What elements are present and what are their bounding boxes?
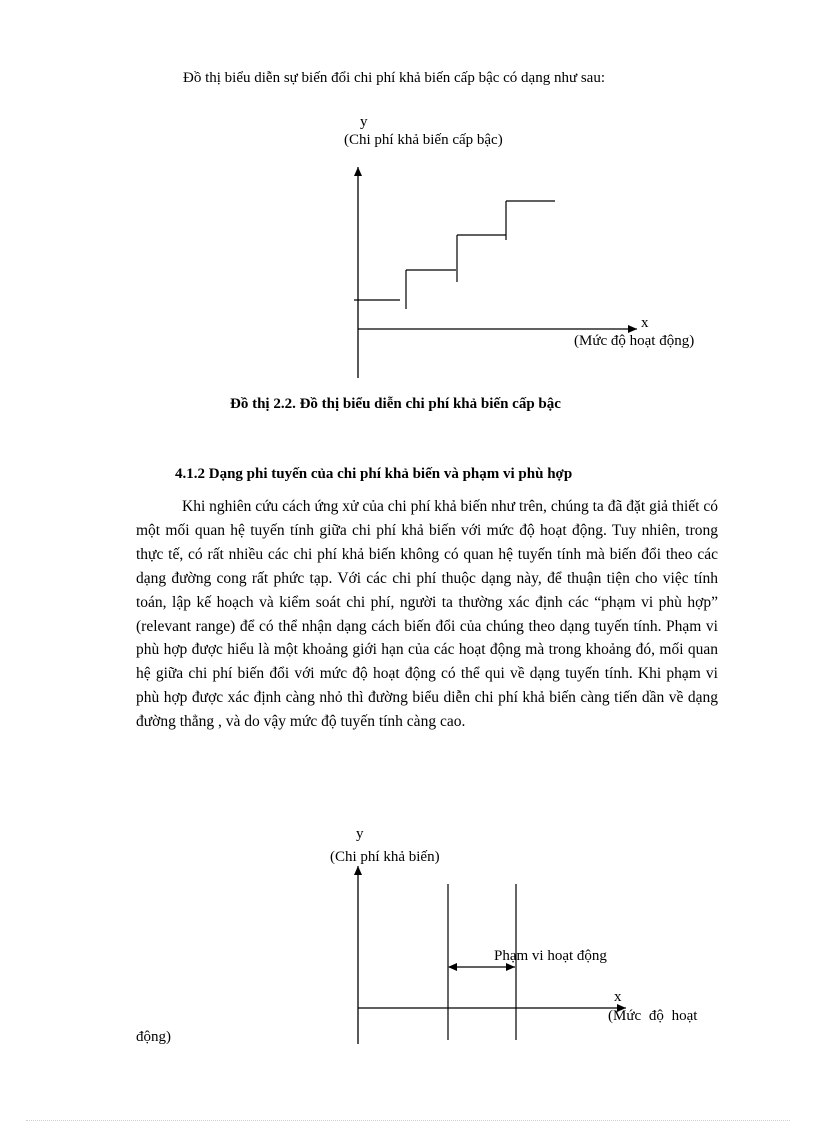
step-cost-graph [330,112,730,384]
body-paragraph: Khi nghiên cứu cách ứng xử của chi phí khả biến như trên, chúng ta đã đặt giả thiết có một mối quan hệ tuyến tính giữa chi phí khả biến với mức độ hoạt động. Tuy nhiên, trong thực tế, có rất nhiều các chi phí khả biến không có quan hệ tuyến tính mà biến đổi theo các dạng đường cong rất phức tạp. Với các chi phí thuộc dạng này, để thuận tiện cho việc tính toán, lập kế hoạch và kiểm soát chi phí, người ta thường xác định các “phạm vi phù hợp” (relevant range) để có thể nhận dạng cách biến đổi của chúng theo dạng tuyến tính. Phạm vi phù hợp được hiểu là một khoảng giới hạn của các hoạt động mà trong khoảng đó, mối quan hệ giữa chi phí biến đổi với mức độ hoạt động có thể qui về dạng tuyến tính. Khi phạm vi phù hợp được xác định càng nhỏ thì đường biểu diễn chi phí khả biến càng tiến dần về dạng đường thẳng , và do vậy mức độ tuyến tính càng cao. [136,498,718,731]
fig2-x-caption-line2: động) [136,1029,171,1045]
fig1-y-caption: (Chi phí khả biến cấp bậc) [344,132,503,148]
fig2-x-label: x [614,989,622,1005]
fig1-y-label: y [360,114,368,130]
fig2-y-label: y [356,826,364,842]
intro-text: Đồ thị biểu diễn sự biến đổi chi phí khả biến cấp bậc có dạng như sau: [183,70,605,86]
section-heading: 4.1.2 Dạng phi tuyến của chi phí khả biến và phạm vi phù hợp [175,466,573,482]
fig1-x-label: x [641,315,649,331]
figure-caption: Đồ thị 2.2. Đồ thị biểu diễn chi phí khả biến cấp bậc [230,396,561,412]
page-bottom-rule [26,1120,790,1121]
fig2-y-caption: (Chi phí khả biến) [330,849,440,865]
fig2-range-label: Phạm vi hoạt động [494,948,607,964]
fig2-x-caption-line1: (Mức độ hoạt [608,1008,698,1024]
relevant-range-graph [130,822,730,1050]
fig1-x-caption: (Mức độ hoạt động) [574,333,695,349]
